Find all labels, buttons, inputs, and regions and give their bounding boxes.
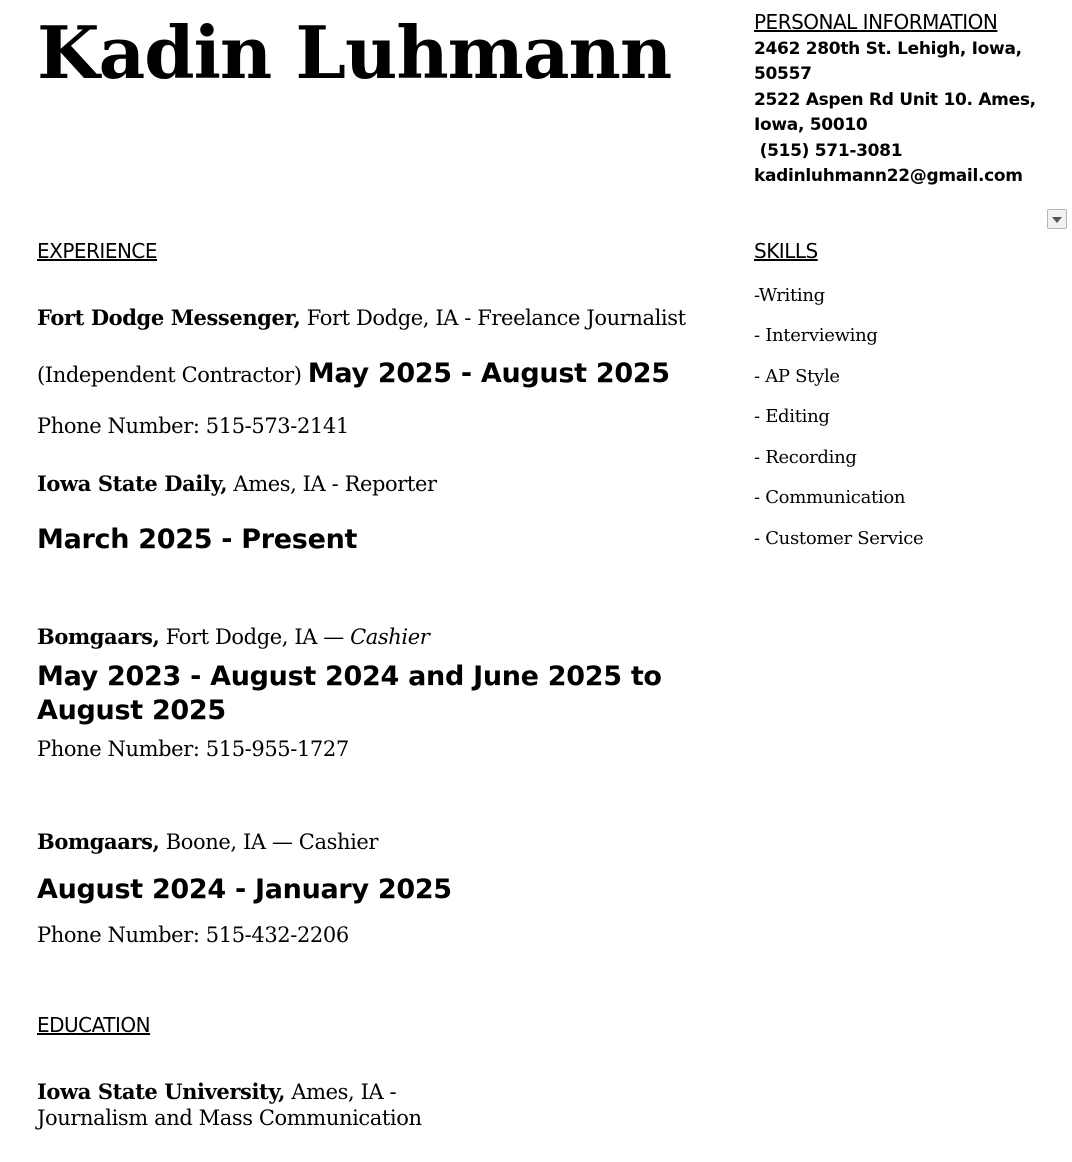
experience-heading: EXPERIENCE — [37, 239, 158, 263]
job-3-detail: Fort Dodge, IA — — [159, 625, 351, 649]
job-4-title-line — [37, 829, 378, 855]
job-1-second-line — [37, 357, 670, 391]
job-2-dates: March 2025 - Present — [37, 524, 358, 555]
personal-info-heading: PERSONAL INFORMATION — [754, 10, 998, 34]
phone-number: (515) 571-3081 — [754, 141, 903, 161]
education-school: Iowa State University, — [37, 1079, 286, 1104]
job-1-title-line — [37, 305, 686, 331]
skill-item: - Interviewing — [754, 325, 878, 346]
skill-item: - Customer Service — [754, 528, 924, 549]
skill-item: - Editing — [754, 406, 830, 427]
job-1-employer: Fort Dodge Messenger, — [37, 305, 301, 330]
job-3-title-line — [37, 624, 429, 650]
dropdown-button[interactable] — [1047, 209, 1067, 229]
address-2-line-2: Iowa, 50010 — [754, 115, 868, 135]
job-4-detail: Boone, IA — Cashier — [159, 830, 379, 854]
address-2-line-1: 2522 Aspen Rd Unit 10. Ames, — [754, 90, 1036, 110]
job-3-employer: Bomgaars, — [37, 624, 160, 649]
job-1-detail-2: (Independent Contractor) — [37, 363, 308, 387]
skills-heading: SKILLS — [754, 239, 818, 263]
job-1-phone: Phone Number: 515-573-2141 — [37, 414, 349, 438]
skill-item: - Communication — [754, 487, 906, 508]
chevron-down-icon — [1052, 217, 1062, 223]
email-address: kadinluhmann22@gmail.com — [754, 166, 1023, 186]
education-program: Journalism and Mass Communication — [37, 1106, 422, 1130]
job-3-dates-line-2: August 2025 — [37, 695, 226, 726]
job-1-dates: May 2025 - August 2025 — [307, 358, 670, 389]
address-1-line-1: 2462 280th St. Lehigh, Iowa, — [754, 39, 1022, 59]
skill-item: - AP Style — [754, 366, 840, 387]
skill-item: -Writing — [754, 285, 825, 306]
job-3-phone: Phone Number: 515-955-1727 — [37, 737, 349, 761]
education-school-line — [37, 1079, 396, 1105]
job-3-dates-line-1: May 2023 - August 2024 and June 2025 to — [37, 661, 662, 692]
job-3-role: Cashier — [350, 625, 430, 649]
job-2-title-line — [37, 471, 437, 497]
job-4-phone: Phone Number: 515-432-2206 — [37, 923, 349, 947]
education-location: Ames, IA - — [285, 1080, 397, 1104]
job-1-detail: Fort Dodge, IA - Freelance Journalist — [300, 306, 686, 330]
education-heading: EDUCATION — [37, 1013, 151, 1037]
job-4-employer: Bomgaars, — [37, 829, 160, 854]
skill-item: - Recording — [754, 447, 857, 468]
address-1-line-2: 50557 — [754, 64, 812, 84]
job-4-dates: August 2024 - January 2025 — [37, 874, 452, 905]
job-2-detail: Ames, IA - Reporter — [227, 472, 437, 496]
page-title: Kadin Luhmann — [37, 10, 672, 95]
job-2-employer: Iowa State Daily, — [37, 471, 228, 496]
